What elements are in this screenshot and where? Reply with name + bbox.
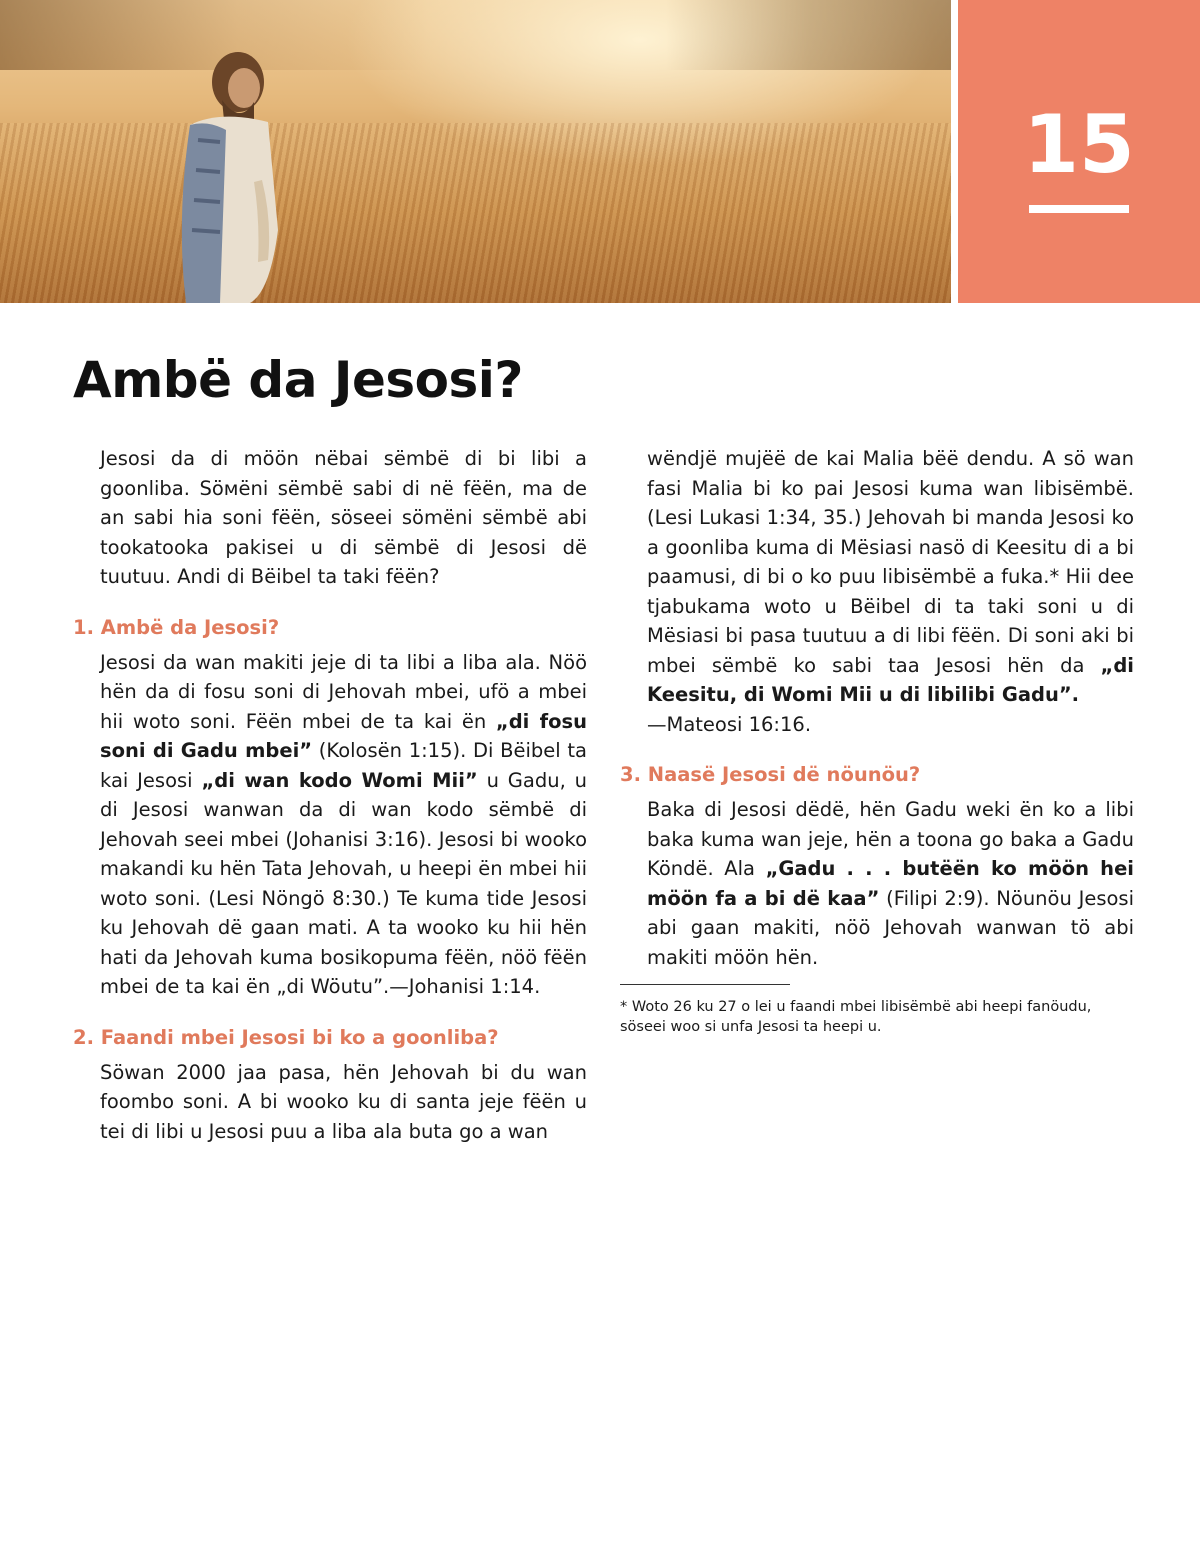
chapter-number: 15	[1023, 98, 1135, 191]
section-2-paragraph-start: Söwan 2000 jaa pasa, hën Jehovah bi du wan foombo soni. A bi wooko ku di santa jeje fëën u tei di libi u Jesosi puu a liba ala buta go a wan	[100, 1060, 587, 1143]
chapter-number-box	[958, 0, 1200, 303]
section-2-heading: 2. Faandi mbei Jesosi bi ko a goonliba?	[73, 1025, 499, 1049]
field-grass	[0, 123, 951, 303]
section-1-heading: 1. Ambë da Jesosi?	[73, 615, 280, 639]
section-2-paragraph-continued: wëndjë mujëë de kai Malia bëë dendu. A sö wan fasi Malia bi ko pai Jesosi kuma wan libisëmbë. (Lesi Lukasi 1:34, 35.) Jehovah bi manda Jesosi ko a goonliba kuma di Mësiasi nasö di Keesitu di a bi paamusi, di bi o ko puu libisëmbë a fuka.* Hii dee tjabukama woto u Bëibel di ta taki soni u di Mësiasi bi pasa tuutuu a di libi fëën. Di soni aki bi mbei sëmbë ko sabi taa Jesosi hën da „di Keesitu, di Womi Mii u di libilibi Gadu”. —Mateosi 16:16.	[647, 447, 1134, 736]
walking-man-figure	[150, 30, 290, 303]
background-trees	[0, 0, 951, 70]
footnote-divider	[620, 984, 790, 985]
section-3-heading: 3. Naasë Jesosi dë nöunöu?	[620, 763, 921, 786]
section-3-paragraph: Baka di Jesosi dëdë, hën Gadu weki ën ko a libi baka kuma wan jeje, hën a toona go baka a Gadu Köndë. Ala „Gadu . . . butëën ko möön hei möön fa a bi dë kaa” (Filipi 2:9). Nöunöu Jesosi abi gaan makiti, nöö Jehovah wanwan tö abi makiti möön hën.	[647, 798, 1134, 969]
hero-photo	[0, 0, 951, 303]
left-column	[73, 444, 587, 1146]
intro-paragraph: Jesosi da di möön nëbai sëmbë di bi libi a goonliba. Söмëni sëmbë sabi di në fëën, ma de an sabi hia soni fëën, söseei sömëni sëmbë abi tookatooka pakisei u di sëmbë di Jesosi dë tuutuu. Andi di Bëibel ta taki fëën?	[100, 447, 587, 588]
chapter-number-underline	[1029, 205, 1129, 213]
footnote: * Woto 26 ku 27 o lei u faandi mbei libisëmbë abi heepi fanöudu, söseei woo si unfa Jesosi ta heepi u.	[620, 999, 1092, 1035]
page-title: Ambë da Jesosi?	[73, 351, 523, 409]
right-column	[620, 444, 1134, 1037]
section-1-paragraph: Jesosi da wan makiti jeje di ta libi a liba ala. Nöö hën da di fosu soni di Jehovah mbei, ufö a mbei hii woto soni. Fëën mbei de ta kai ën „di fosu soni di Gadu mbei” (Kolosën 1:15). Di Bëibel ta kai Jesosi „di wan kodo Womi Mii” u Gadu, u di Jesosi wanwan da di wan kodo sëmbë di Jehovah seei mbei (Johanisi 3:16). Jesosi bi wooko makandi ku hën Tata Jehovah, u heepi ën mbei hii woto soni. (Lesi Nöngö 8:30.) Te kuma tide Jesosi ku Jehovah dë gaan mati. A ta wooko ku hii hën hati da Jehovah kuma bosikopuma fëën, nöö fëën mbei de ta kai ën „di Wöutu”.—Johanisi 1:14.	[100, 650, 588, 998]
